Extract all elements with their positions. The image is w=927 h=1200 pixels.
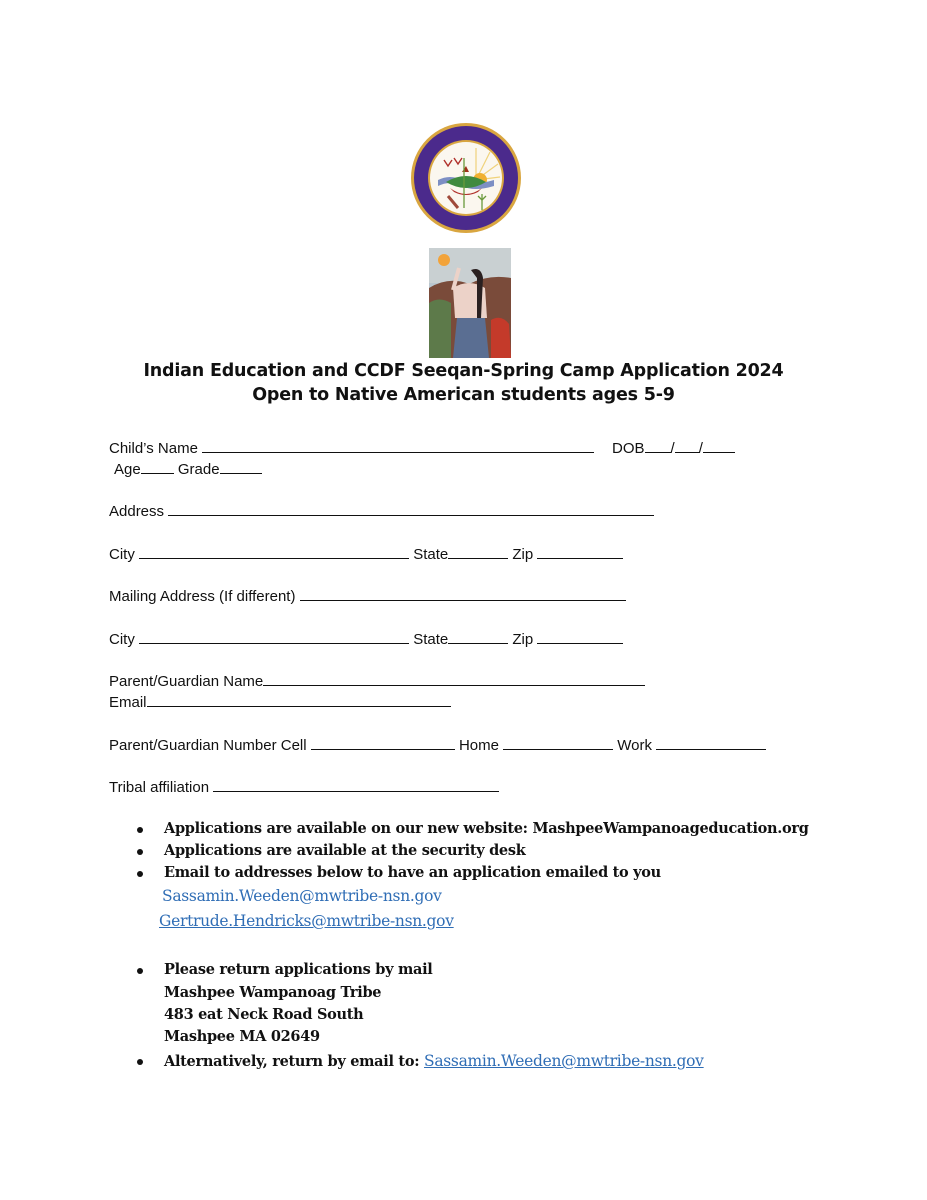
email-link-sassamin[interactable]: Sassamin.Weeden@mwtribe-nsn.gov [162, 887, 442, 905]
camp-painting-image [429, 248, 511, 358]
bullet-icon [137, 968, 143, 974]
childs-name-label: Child’s Name [109, 440, 198, 457]
info-bullet-website: Applications are available on our new website: MashpeeWampanoageducation.org [164, 820, 809, 837]
mailing-city-state-zip-row [109, 629, 623, 648]
age-field[interactable] [141, 459, 174, 474]
email-field[interactable] [147, 692, 451, 707]
parent-number-label: Parent/Guardian Number Cell [109, 737, 307, 754]
city-label: City [109, 546, 135, 563]
mail-address-line-3: Mashpee MA 02649 [164, 1028, 320, 1045]
mailing-city-label: City [109, 631, 135, 648]
home-phone-field[interactable] [503, 735, 613, 750]
email-row [109, 692, 451, 711]
dob-month-field[interactable] [645, 438, 671, 453]
tribal-seal-icon [410, 122, 522, 234]
mailing-zip-label: Zip [512, 631, 534, 648]
city-state-zip-row [109, 544, 623, 563]
mailing-address-label: Mailing Address (If different) [109, 588, 296, 605]
grade-field[interactable] [220, 459, 262, 474]
work-phone-field[interactable] [656, 735, 766, 750]
info-bullet-email: Email to addresses below to have an application emailed to you [164, 864, 661, 881]
address-label: Address [109, 503, 165, 520]
tribal-affiliation-label: Tribal affiliation [109, 779, 210, 796]
dob-label: DOB [612, 440, 645, 457]
info-bullet-security-desk: Applications are available at the security desk [164, 842, 526, 859]
mailing-state-label: State [413, 631, 449, 648]
address-field[interactable] [168, 501, 654, 516]
return-by-mail-heading: Please return applications by mail [164, 961, 433, 978]
mail-address-line-1: Mashpee Wampanoag Tribe [164, 984, 382, 1001]
tribal-affiliation-field[interactable] [213, 777, 499, 792]
alt-return-row [164, 1052, 704, 1070]
tribal-affiliation-row [109, 777, 499, 796]
dob-separator: / [698, 440, 703, 457]
mailing-address-field[interactable] [300, 586, 626, 601]
city-field[interactable] [139, 544, 409, 559]
dob-row [612, 438, 735, 457]
work-label: Work [617, 737, 653, 754]
childs-name-field[interactable] [202, 438, 594, 453]
mail-address-line-2: 483 eat Neck Road South [164, 1006, 364, 1023]
parent-name-row [109, 671, 645, 690]
parent-name-field[interactable] [263, 671, 645, 686]
home-label: Home [458, 737, 499, 754]
mailing-city-field[interactable] [139, 629, 409, 644]
bullet-icon [137, 871, 143, 877]
state-field[interactable] [448, 544, 508, 559]
childs-name-row [109, 438, 594, 457]
dob-year-field[interactable] [703, 438, 735, 453]
bullet-icon [137, 1059, 143, 1065]
grade-label: Grade [177, 461, 220, 478]
parent-number-row [109, 735, 766, 754]
cell-phone-field[interactable] [311, 735, 455, 750]
dob-separator: / [670, 440, 675, 457]
alt-return-email-link[interactable]: Sassamin.Weeden@mwtribe-nsn.gov [424, 1052, 704, 1070]
age-grade-row [114, 459, 262, 478]
mailing-address-row [109, 586, 626, 605]
page-subtitle: Open to Native American students ages 5-9 [252, 385, 675, 405]
page-title: Indian Education and CCDF Seeqan-Spring Camp Application 2024 [143, 361, 784, 381]
bullet-icon [137, 827, 143, 833]
zip-field[interactable] [537, 544, 623, 559]
zip-label: Zip [512, 546, 534, 563]
age-label: Age [114, 461, 141, 478]
dob-day-field[interactable] [675, 438, 699, 453]
address-row [109, 501, 654, 520]
parent-name-label: Parent/Guardian Name [109, 673, 264, 690]
bullet-icon [137, 849, 143, 855]
email-link-gertrude[interactable]: Gertrude.Hendricks@mwtribe-nsn.gov [159, 912, 454, 930]
state-label: State [413, 546, 449, 563]
mailing-zip-field[interactable] [537, 629, 623, 644]
alt-return-label: Alternatively, return by email to: [164, 1053, 425, 1070]
email-label: Email [109, 694, 147, 711]
mailing-state-field[interactable] [448, 629, 508, 644]
